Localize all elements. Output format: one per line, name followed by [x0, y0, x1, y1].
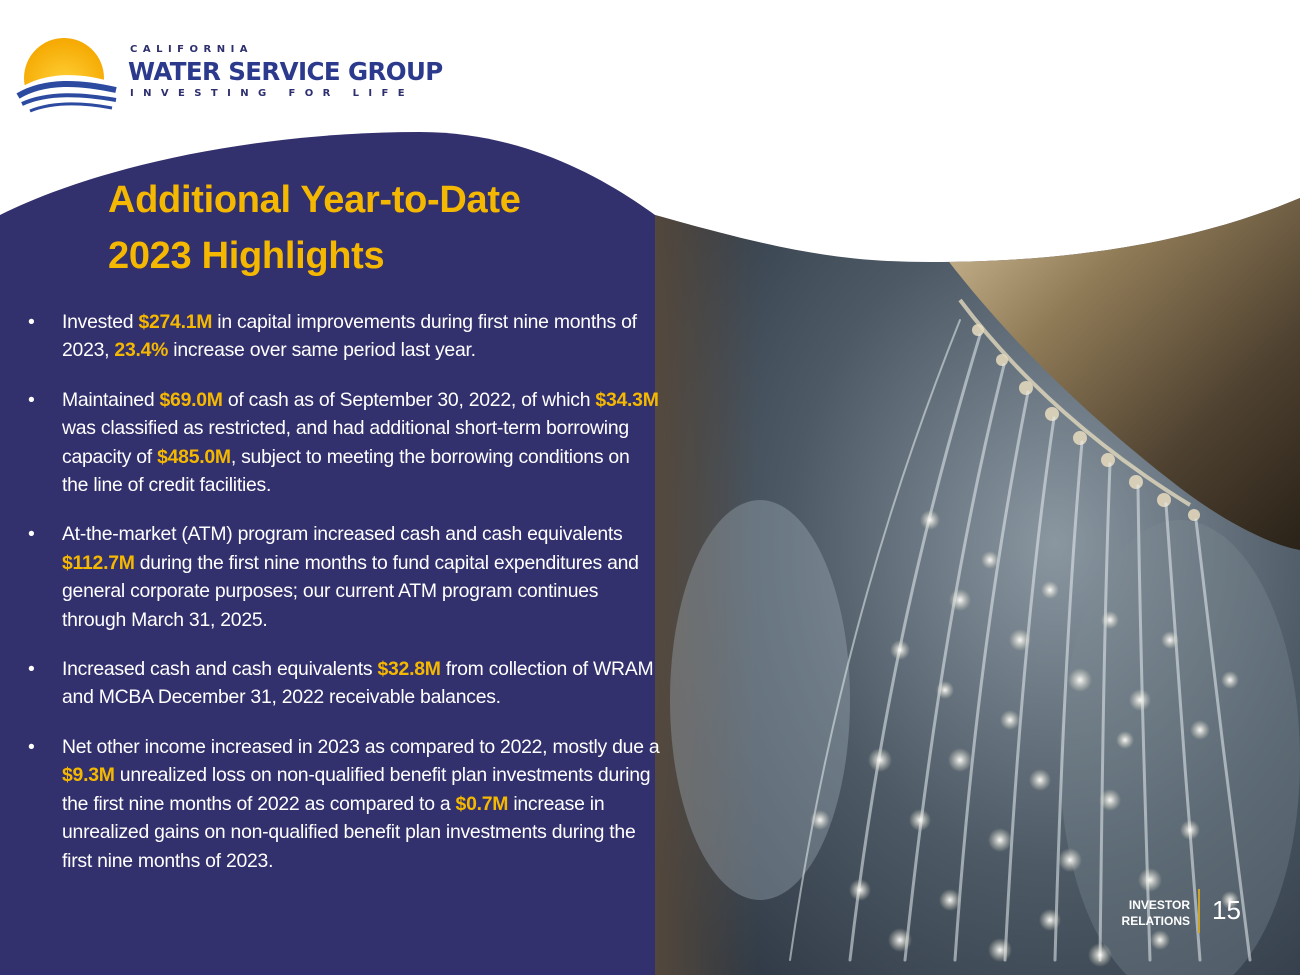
brand-top-line: CALIFORNIA — [130, 44, 254, 55]
page-number: 15 — [1212, 895, 1241, 925]
footer-label-line2: RELATIONS — [1121, 914, 1190, 928]
bullet-text: in capital improvements during first nine months of 2023, — [62, 311, 637, 362]
highlight-bullet — [28, 308, 660, 365]
highlight-bullet — [28, 386, 660, 500]
bullet-text: during the first nine months to fund capital expenditures and general corporate purposes; our current ATM program continues through March 31, 2025. — [62, 551, 639, 631]
highlight-value: $274.1M — [138, 311, 213, 333]
bullet-text: Net other income increased in 2023 as compared to 2022, mostly due a — [62, 735, 660, 758]
bullet-text: Increased cash and cash equivalents — [62, 658, 378, 681]
highlights-list — [28, 308, 660, 896]
brand-tagline: INVESTING FOR LIFE — [130, 88, 414, 99]
bullet-text: Invested — [62, 311, 139, 333]
highlight-value: $0.7M — [455, 792, 509, 815]
bullet-text: increase in unrealized gains on non-qualified benefit plan investments during the first nine months of 2023. — [62, 792, 636, 872]
highlight-value: $34.3M — [595, 388, 659, 411]
highlight-value: 23.4% — [114, 339, 169, 362]
footer-label-line1: INVESTOR — [1128, 898, 1190, 912]
highlight-bullet — [28, 733, 660, 875]
bullet-text: At-the-market (ATM) program increased cash and cash equivalents — [62, 523, 623, 546]
highlight-value: $32.8M — [377, 658, 441, 681]
shower-photo — [655, 190, 1300, 975]
bullet-text: increase over same period last year. — [168, 339, 476, 362]
highlight-value: $9.3M — [62, 764, 115, 787]
brand-name: WATER SERVICE GROUP — [128, 57, 443, 86]
footer-divider — [1198, 889, 1200, 933]
sun-wave-logo-icon — [18, 38, 116, 120]
bullet-text: of cash as of September 30, 2022, of which — [222, 388, 596, 411]
highlight-value: $69.0M — [159, 388, 223, 411]
bullet-text: from collection of WRAM and MCBA December 31, 2022 receivable balances. — [62, 658, 654, 709]
investor-relations-label — [1100, 897, 1190, 929]
bullet-text: unrealized loss on non-qualified benefit plan investments during the first nine months of 2022 as compared to a — [62, 764, 651, 815]
slide-title-line1: Additional Year-to-Date — [108, 179, 521, 221]
bullet-text: , subject to meeting the borrowing conditions on the line of credit facilities. — [62, 445, 630, 497]
bullet-text: was classified as restricted, and had additional short-term borrowing capacity of — [62, 417, 629, 468]
slide-title — [108, 172, 648, 284]
bullet-text: Maintained — [62, 388, 160, 411]
highlight-bullet — [28, 655, 660, 712]
highlight-value: $485.0M — [157, 445, 231, 468]
highlight-bullet — [28, 520, 660, 634]
slide-title-line2: 2023 Highlights — [108, 235, 385, 277]
highlight-value: $112.7M — [62, 551, 135, 574]
